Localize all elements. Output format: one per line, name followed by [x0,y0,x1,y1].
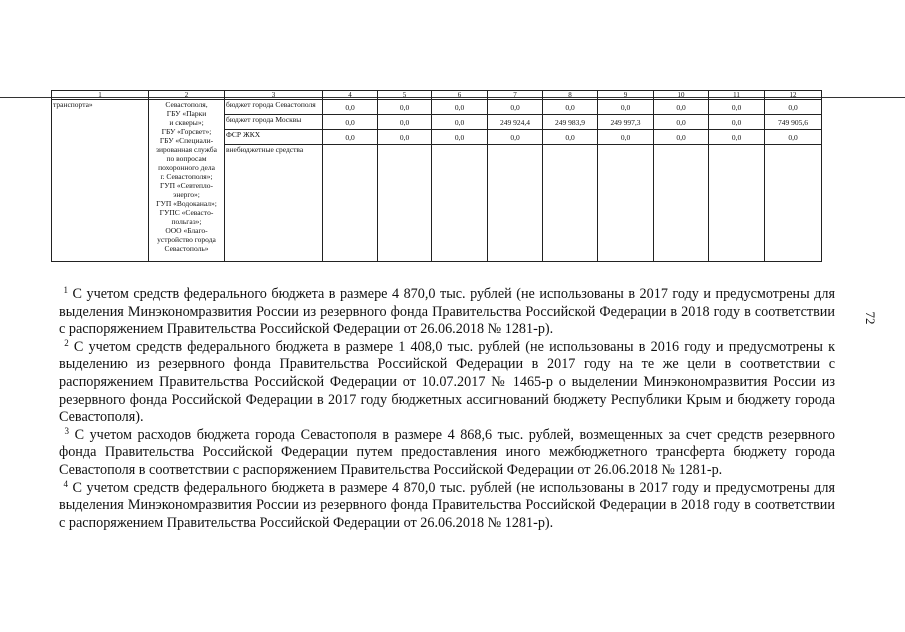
value-cell: 249 983,9 [543,115,598,130]
value-cell: 0,0 [543,130,598,145]
value-cell: 0,0 [432,115,488,130]
footnote-text: С учетом расходов бюджета города Севастополя в размере 4 868,6 тыс. рублей, возмещенных за счет средств резервного фонда Правительства Российской Федерации путем предоставления иного межбюджетного трансферта бюджету города Севастополя в соответствии с распоряжением Правительства Российской Федерации от 26.06.2018 № 1281-р. [59,426,836,478]
footnote-text: С учетом средств федерального бюджета в размере 1 408,0 тыс. рублей (не использованы в 2016 году и предусмотрены к выделению из резервного фонда Правительства Российской Федерации в 2017 году на те же цели в соответствии с распоряжением Правительства Российской Федерации от 10.07.2017 № 1465-р о выделении Минэкономразвития России из резервного фонда Российской Федерации в 2017 году бюджетных ассигнований бюджету Республики Крым и бюджету города Севастополя). [59,338,835,426]
footnote [59,480,835,533]
value-cell: 0,0 [378,115,432,130]
executor-line: зированная служба [156,145,217,154]
footnote [59,339,835,427]
value-cell: 0,0 [543,100,598,115]
executor-line: ГБУ «Горсвет»; [161,127,212,136]
value-cell [488,145,543,262]
header-cell: 7 [488,91,543,100]
executor-line: ГУП «Севтепло- [159,181,214,190]
value-cell: 0,0 [709,115,765,130]
footnote-text: С учетом средств федерального бюджета в размере 4 870,0 тыс. рублей (не использованы в 2017 году и предусмотрены для выделения Минэкономразвития России из резервного фонда Правительства Российской Федерации в 2018 году в соответствии с распоряжением Правительства Российской Федерации от 26.06.2018 № 1281-р). [59,479,836,531]
executor-line: энерго»; [173,190,200,199]
footnote-text: С учетом средств федерального бюджета в размере 4 870,0 тыс. рублей (не использованы в 2017 году и предусмотрены для выделения Минэкономразвития России из резервного фонда Правительства Российской Федерации в 2018 году в соответствии с распоряжением Правительства Российской Федерации от 26.06.2018 № 1281-р). [59,286,836,338]
value-cell [378,145,432,262]
header-cell: 2 [149,91,225,100]
executor-line: Севастополь» [164,244,209,253]
executors-cell [149,100,225,262]
value-cell: 249 924,4 [488,115,543,130]
header-cell: 4 [323,91,378,100]
source-cell: бюджет города Москвы [225,115,323,130]
budget-table [51,90,822,262]
value-cell [709,145,765,262]
value-cell: 0,0 [654,115,709,130]
header-cell: 10 [654,91,709,100]
executor-line: ГУП «Водоканал»; [156,199,217,208]
value-cell: 749 905,6 [765,115,822,130]
header-cell: 11 [709,91,765,100]
footnote [59,286,835,339]
footnote-mark: 4 [63,478,69,489]
value-cell [654,145,709,262]
value-cell: 0,0 [765,130,822,145]
value-cell: 0,0 [765,100,822,115]
value-cell: 0,0 [488,100,543,115]
value-cell: 0,0 [598,130,654,145]
value-cell [598,145,654,262]
footnote [59,427,835,480]
value-cell: 0,0 [323,115,378,130]
table-row [52,100,822,115]
executors-list [149,100,224,253]
header-cell: 8 [543,91,598,100]
value-cell [323,145,378,262]
value-cell: 0,0 [598,100,654,115]
header-cell: 9 [598,91,654,100]
value-cell [543,145,598,262]
executor-line: ГБУ «Парки [166,109,207,118]
footnote-mark: 1 [63,285,69,295]
value-cell: 0,0 [378,130,432,145]
value-cell: 0,0 [432,130,488,145]
page-number: 72 [863,311,878,325]
footnote-mark: 2 [64,337,69,348]
executor-line: похоронного дела [158,163,215,172]
executor-line: устройство города [157,235,216,244]
executor-line: польгаз»; [171,217,202,226]
executor-line: г. Севастополя»; [160,172,213,181]
table-header-row [52,91,822,100]
header-cell: 5 [378,91,432,100]
header-cell: 1 [52,91,149,100]
value-cell: 0,0 [378,100,432,115]
source-cell: внебюджетные средства [225,145,323,262]
value-cell: 0,0 [432,100,488,115]
program-name-cell: транспорта» [52,100,149,262]
value-cell: 0,0 [654,130,709,145]
executor-line: по вопросам [166,154,207,163]
executor-line: ООО «Благо- [165,226,208,235]
value-cell: 0,0 [709,100,765,115]
value-cell: 249 997,3 [598,115,654,130]
source-cell: бюджет города Севастополя [225,100,323,115]
value-cell: 0,0 [709,130,765,145]
header-cell: 6 [432,91,488,100]
value-cell: 0,0 [323,100,378,115]
value-cell: 0,0 [488,130,543,145]
executor-line: Севастополя, [165,100,208,109]
value-cell [432,145,488,262]
value-cell: 0,0 [654,100,709,115]
footnotes [59,286,835,532]
source-cell: ФСР ЖКХ [225,130,323,145]
value-cell: 0,0 [323,130,378,145]
executor-line: ГБУ «Специали- [159,136,214,145]
header-cell: 3 [225,91,323,100]
footnote-mark: 3 [64,425,70,436]
executor-line: и скверы»; [169,118,204,127]
value-cell [765,145,822,262]
executor-line: ГУПС «Севасто- [159,208,214,217]
header-cell: 12 [765,91,822,100]
